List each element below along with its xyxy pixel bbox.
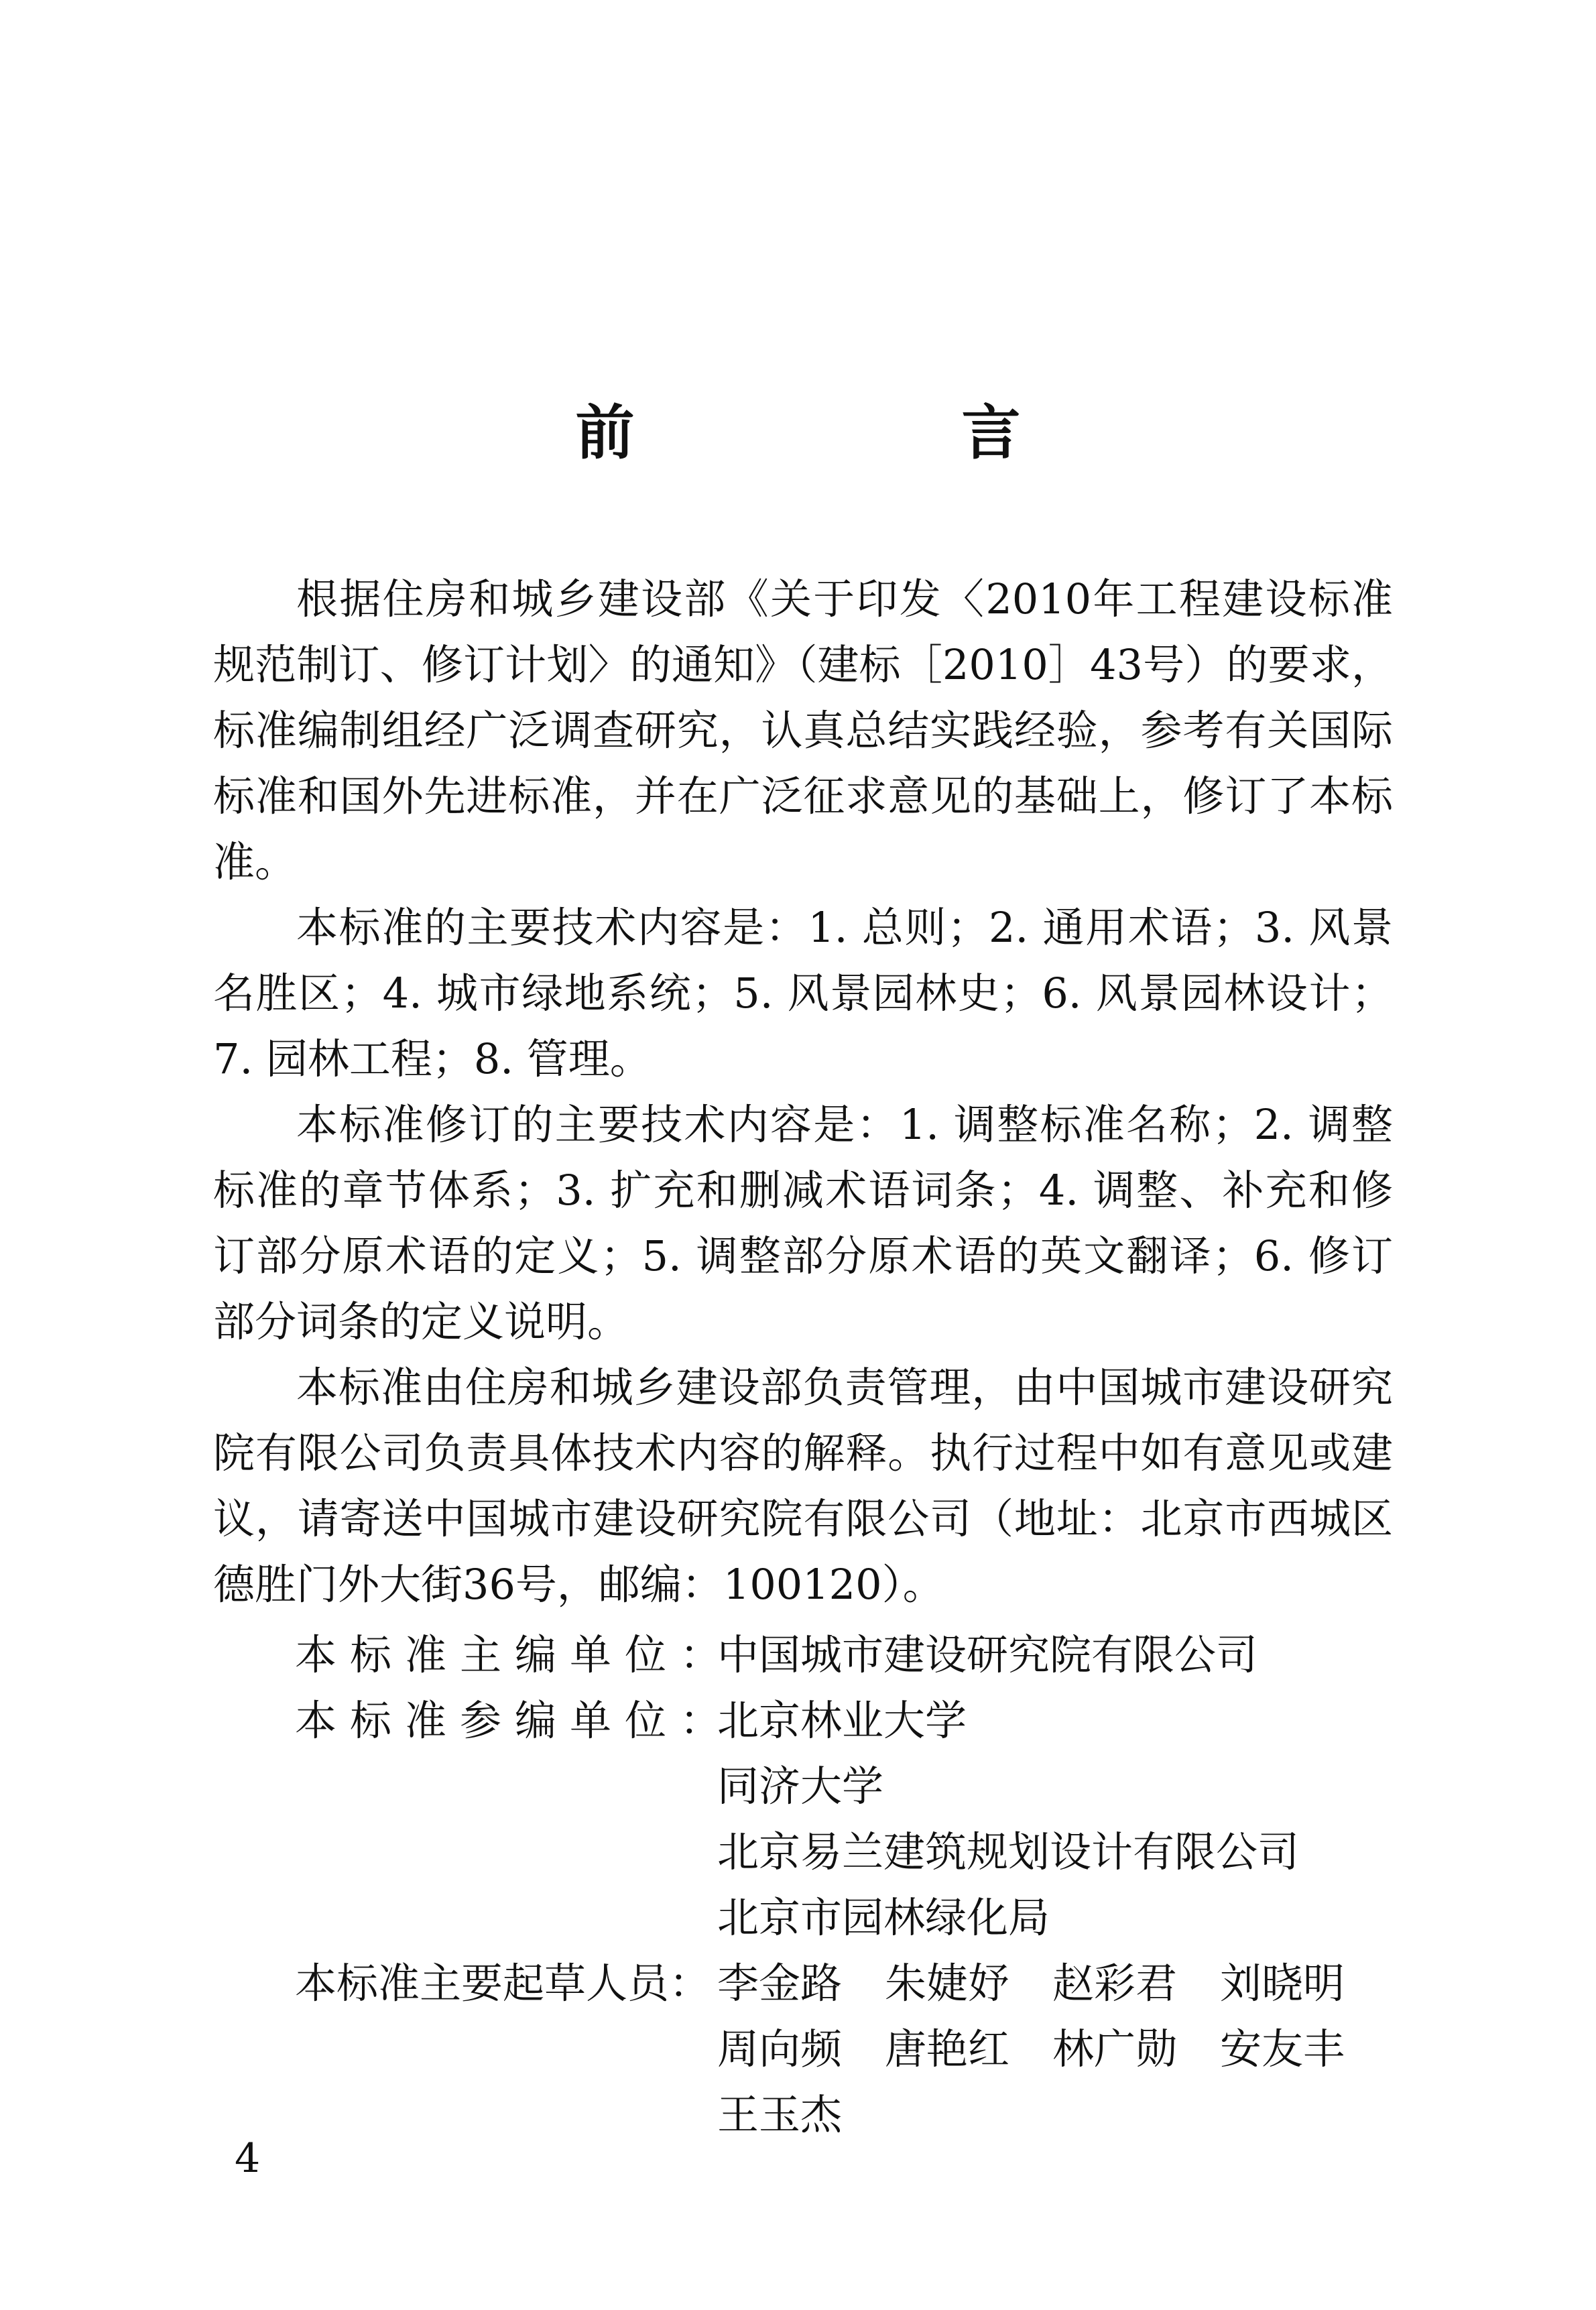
participating-unit: 北京市园林绿化局	[717, 1893, 1050, 1942]
drafter-name: 林广勋	[1052, 2024, 1178, 2073]
drafters-list	[717, 1951, 1388, 2148]
participating-unit: 同济大学	[717, 1762, 884, 1811]
drafter-name: 赵彩君	[1052, 1959, 1178, 2008]
drafter-name: 王玉杰	[717, 2090, 843, 2139]
participating-unit: 北京易兰建筑规划设计有限公司	[717, 1827, 1300, 1876]
drafter-name: 唐艳红	[885, 2024, 1010, 2073]
chief-unit-row	[295, 1622, 1388, 1688]
drafter-name: 安友丰	[1220, 2024, 1345, 2073]
drafter-name: 李金路	[717, 1959, 843, 2008]
chief-unit-label: 本标准主编单位：	[295, 1630, 735, 1679]
drafter-name: 刘晓明	[1220, 1959, 1345, 2008]
chief-unit-values	[717, 1622, 1257, 1688]
page-number: 4	[235, 2135, 261, 2182]
drafter-name: 朱婕妤	[885, 1959, 1010, 2008]
credits-section	[295, 1622, 1388, 2148]
paragraph-management: 本标准由住房和城乡建设部负责管理，由中国城市建设研究院有限公司负责具体技术内容的解释。执行过程中如有意见或建议，请寄送中国城市建设研究院有限公司（地址：北京市西城区德胜门外大街36号，邮编：100120）。	[213, 1363, 1393, 1609]
participating-units-list	[717, 1688, 1299, 1951]
drafter-name: 周向频	[717, 2024, 843, 2073]
drafters-row	[295, 1951, 1388, 2148]
paragraph-main-content: 本标准的主要技术内容是：1. 总则；2. 通用术语；3. 风景名胜区；4. 城市绿地系统；5. 风景园林史；6. 风景园林设计；7. 园林工程；8. 管理。	[213, 903, 1393, 1083]
paragraph-revision-content: 本标准修订的主要技术内容是：1. 调整标准名称；2. 调整标准的章节体系；3. 扩充和删减术语词条；4. 调整、补充和修订部分原术语的定义；5. 调整部分原术语的英文翻译；6. 修订部分词条的定义说明。	[213, 1100, 1393, 1346]
participating-units-row	[295, 1688, 1388, 1951]
page-title: 前 言	[575, 398, 1155, 467]
participating-units-label: 本标准参编单位：	[295, 1696, 735, 1745]
participating-unit: 北京林业大学	[717, 1696, 967, 1745]
paragraph-basis: 根据住房和城乡建设部《关于印发〈2010年工程建设标准规范制订、修订计划〉的通知》（建标［2010］43号）的要求，标准编制组经广泛调查研究，认真总结实践经验，参考有关国际标准和国外先进标准，并在广泛征求意见的基础上，修订了本标准。	[213, 574, 1393, 886]
chief-unit: 中国城市建设研究院有限公司	[717, 1630, 1258, 1679]
drafters-label: 本标准主要起草人员：	[295, 1959, 711, 2008]
preface-body	[213, 566, 1393, 1618]
